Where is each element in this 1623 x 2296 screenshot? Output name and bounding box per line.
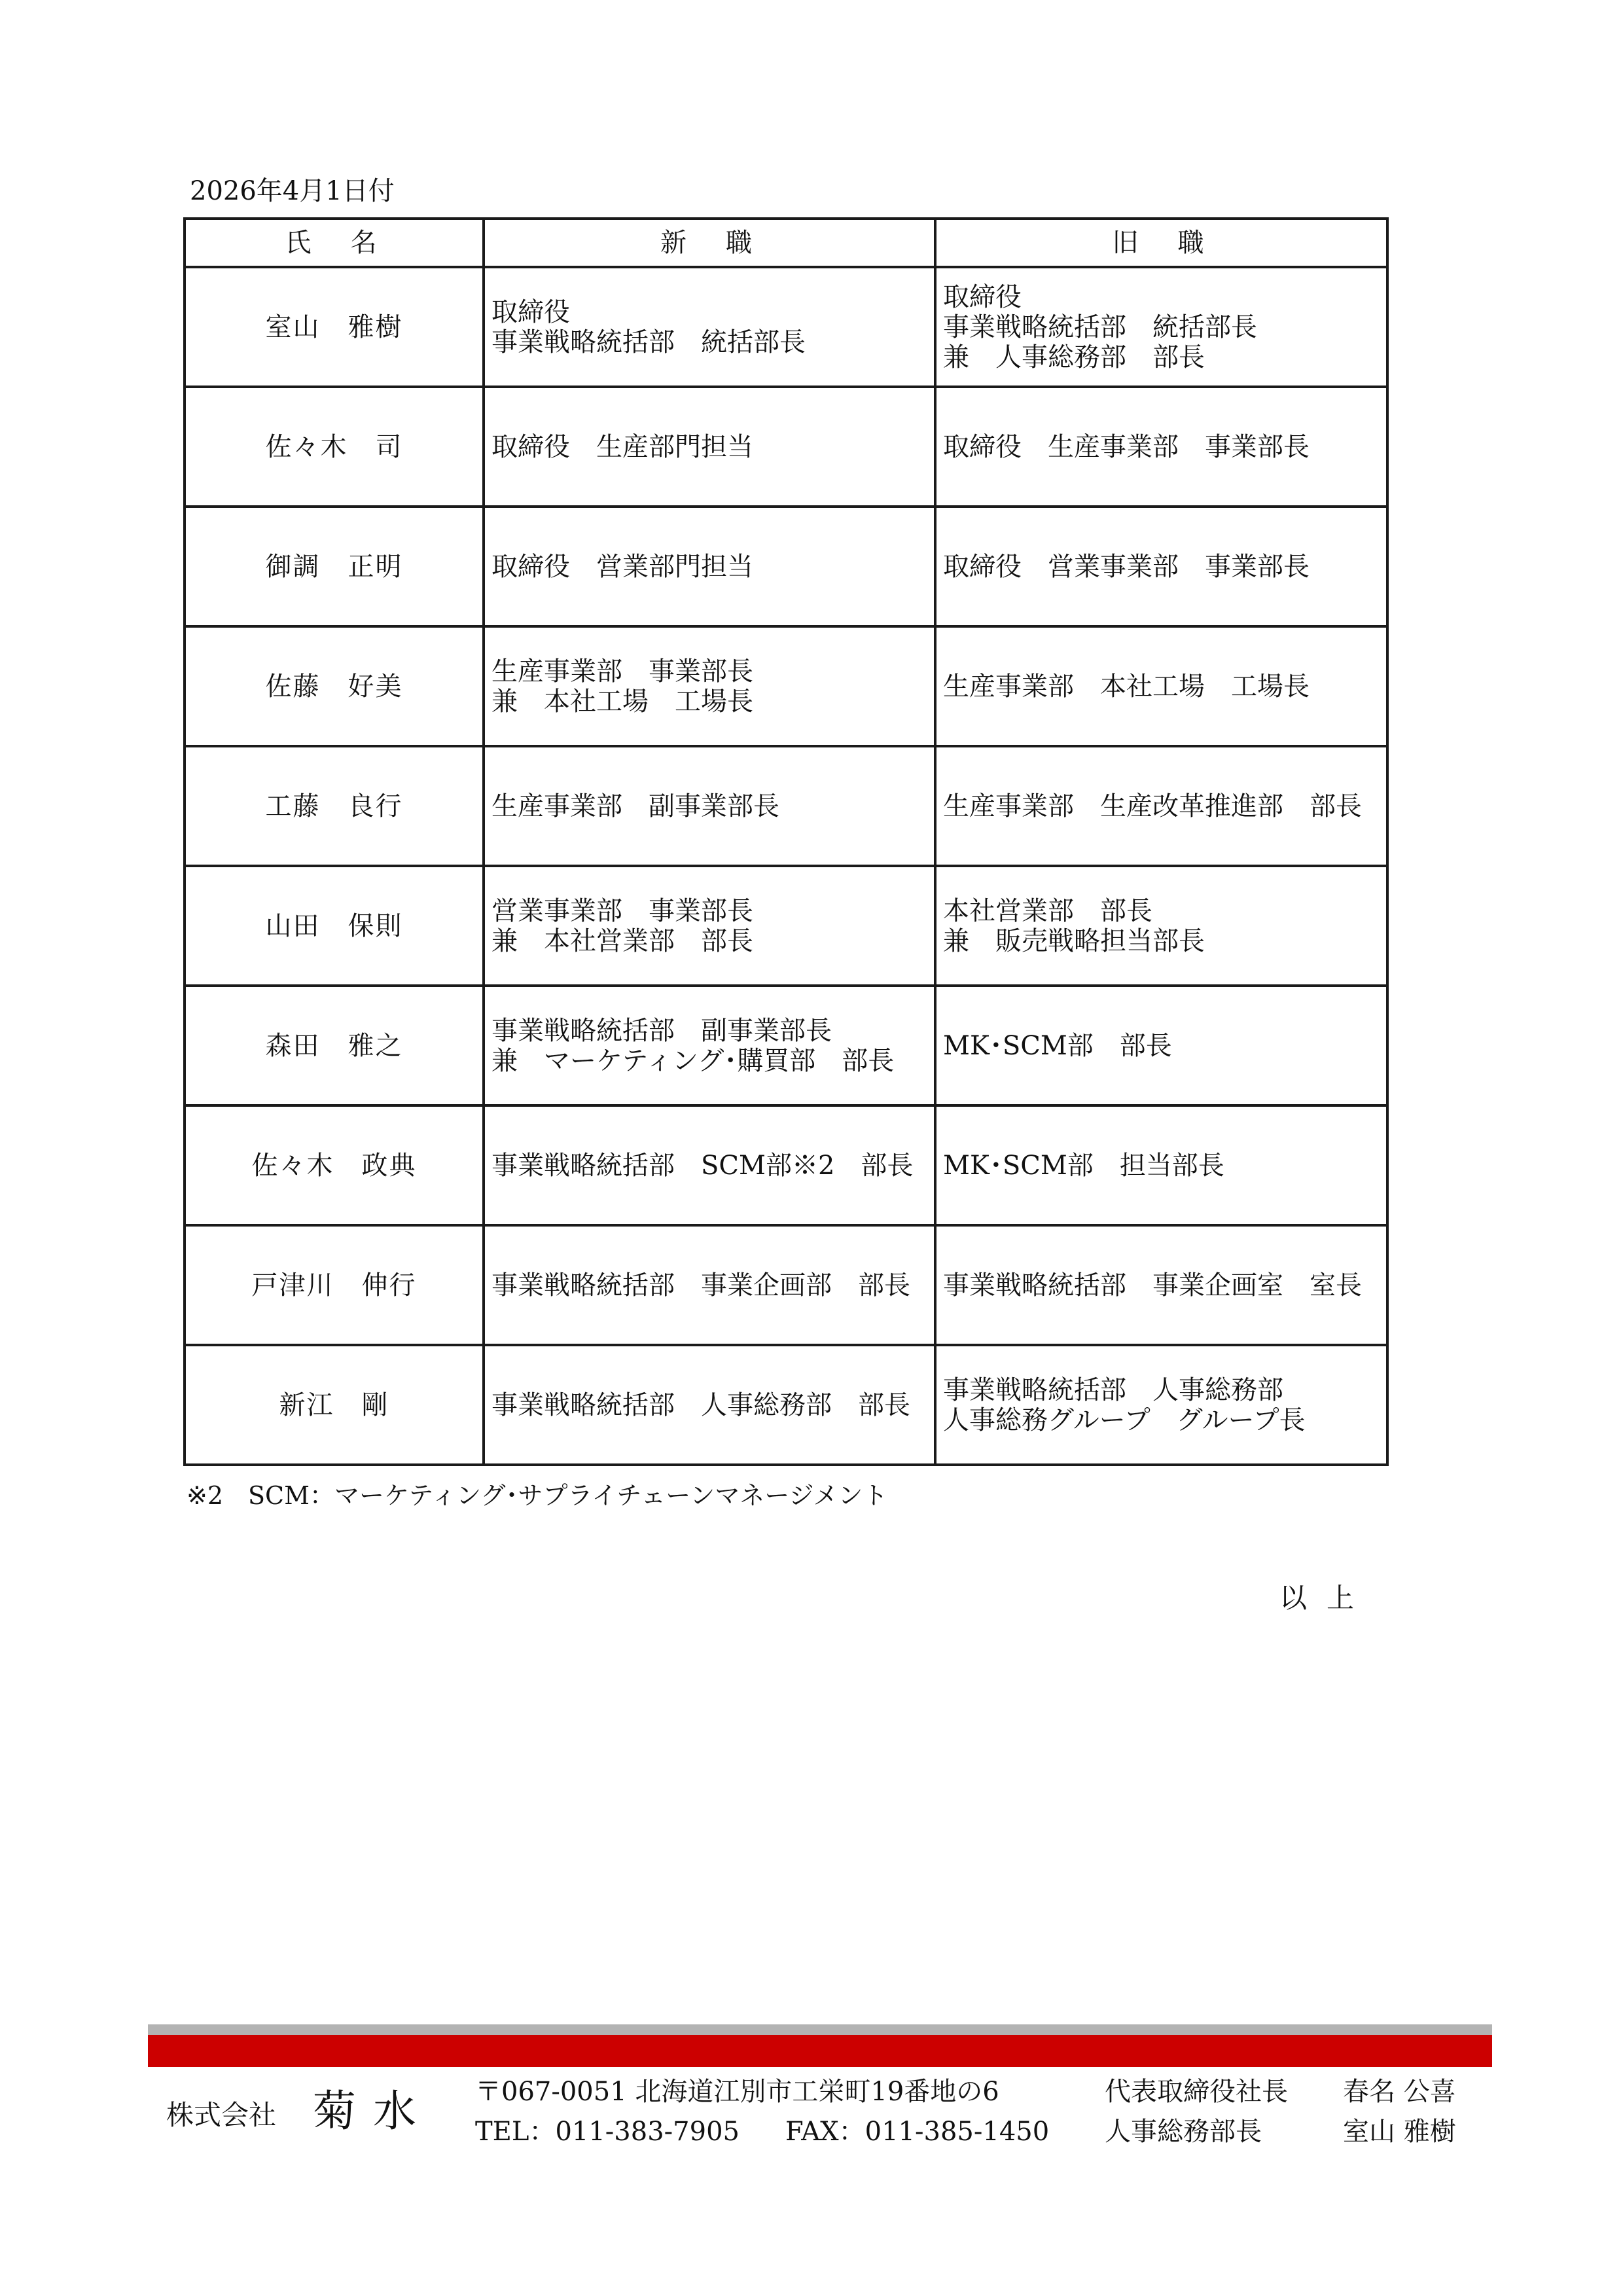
new-position-cell — [484, 387, 935, 507]
personnel-changes-table — [183, 217, 1389, 1466]
new-position-cell — [484, 1225, 935, 1345]
new-position-cell — [484, 746, 935, 866]
footer-red-bar — [148, 2035, 1492, 2067]
header-new-position: 新 職 — [484, 219, 935, 267]
old-position-cell — [935, 267, 1387, 387]
old-position-line: 事業戦略統括部 人事総務部 — [943, 1374, 1283, 1405]
closing-mark: 以上 — [1279, 1582, 1374, 1614]
table-row — [185, 986, 1387, 1105]
new-position-line: 生産事業部 副事業部長 — [491, 791, 779, 821]
old-position-line: 兼 人事総務部 部長 — [943, 342, 1205, 372]
old-position-cell — [935, 1345, 1387, 1465]
person-name: 佐々木 政典 — [185, 1105, 484, 1225]
person-name: 佐藤 好美 — [185, 626, 484, 746]
new-position-line: 営業事業部 事業部長 — [491, 895, 753, 926]
signatory-name-hr-manager: 室山 雅樹 — [1343, 2117, 1456, 2147]
table-row — [185, 1225, 1387, 1345]
old-position-cell — [935, 387, 1387, 507]
new-position-line: 取締役 生産部門担当 — [491, 431, 753, 462]
old-position-cell — [935, 1105, 1387, 1225]
old-position-cell — [935, 986, 1387, 1105]
old-position-line: 取締役 — [943, 281, 1022, 312]
person-name: 工藤 良行 — [185, 746, 484, 866]
footer-gray-bar — [148, 2024, 1492, 2035]
new-position-cell — [484, 866, 935, 986]
old-position-cell — [935, 746, 1387, 866]
new-position-cell — [484, 1345, 935, 1465]
new-position-line: 事業戦略統括部 副事業部長 — [491, 1015, 832, 1046]
old-position-line: 本社営業部 部長 — [943, 895, 1152, 926]
new-position-line: 事業戦略統括部 統括部長 — [491, 327, 806, 357]
new-position-cell — [484, 626, 935, 746]
old-position-cell — [935, 866, 1387, 986]
table-row — [185, 387, 1387, 507]
new-position-line: 事業戦略統括部 事業企画部 部長 — [491, 1270, 910, 1300]
new-position-cell — [484, 1105, 935, 1225]
old-position-line: 事業戦略統括部 統括部長 — [943, 312, 1257, 342]
new-position-line: 取締役 営業部門担当 — [491, 551, 753, 582]
new-position-cell — [484, 267, 935, 387]
new-position-line: 生産事業部 事業部長 — [491, 656, 753, 687]
table-row — [185, 746, 1387, 866]
table-row — [185, 1345, 1387, 1465]
old-position-line: 人事総務グループ グループ長 — [943, 1405, 1306, 1435]
old-position-line: 取締役 生産事業部 事業部長 — [943, 431, 1310, 462]
old-position-line: 事業戦略統括部 事業企画室 室長 — [943, 1270, 1362, 1300]
old-position-line: MK･SCM部 担当部長 — [943, 1150, 1224, 1181]
old-position-line: 兼 販売戦略担当部長 — [943, 925, 1205, 956]
announcement-date: 2026年4月1日付 — [190, 176, 395, 206]
new-position-line: 兼 マーケティング･購買部 部長 — [491, 1045, 895, 1076]
new-position-line: 事業戦略統括部 SCM部※2 部長 — [491, 1150, 914, 1181]
signatory-title-hr-manager: 人事総務部長 — [1105, 2117, 1262, 2147]
new-position-cell — [484, 986, 935, 1105]
new-position-line: 兼 本社工場 工場長 — [491, 686, 753, 717]
table-row — [185, 866, 1387, 986]
person-name: 佐々木 司 — [185, 387, 484, 507]
company-address: 〒067-0051 北海道江別市工栄町19番地の6 — [475, 2077, 999, 2107]
old-position-line: 生産事業部 本社工場 工場長 — [943, 671, 1310, 702]
old-position-cell — [935, 626, 1387, 746]
signatory-name-president: 春名 公喜 — [1343, 2077, 1456, 2107]
table-row — [185, 626, 1387, 746]
person-name: 室山 雅樹 — [185, 267, 484, 387]
table-row — [185, 267, 1387, 387]
new-position-line: 取締役 — [491, 296, 570, 327]
company-tel: TEL：011-383-7905 — [475, 2117, 740, 2147]
company-prefix: 株式会社 — [166, 2099, 277, 2131]
table-row — [185, 507, 1387, 626]
person-name: 森田 雅之 — [185, 986, 484, 1105]
new-position-cell — [484, 507, 935, 626]
old-position-cell — [935, 1225, 1387, 1345]
person-name: 新江 剛 — [185, 1345, 484, 1465]
old-position-line: MK･SCM部 部長 — [943, 1030, 1172, 1061]
old-position-line: 生産事業部 生産改革推進部 部長 — [943, 791, 1362, 821]
new-position-line: 兼 本社営業部 部長 — [491, 925, 753, 956]
person-name: 戸津川 伸行 — [185, 1225, 484, 1345]
header-old-position: 旧 職 — [935, 219, 1387, 267]
signatory-title-president: 代表取締役社長 — [1105, 2077, 1288, 2107]
old-position-line: 取締役 営業事業部 事業部長 — [943, 551, 1310, 582]
scm-footnote: ※2 SCM：マーケティング･サプライチェーンマネージメント — [187, 1481, 888, 1510]
person-name: 御調 正明 — [185, 507, 484, 626]
header-name: 氏 名 — [185, 219, 484, 267]
person-name: 山田 保則 — [185, 866, 484, 986]
company-fax: FAX：011-385-1450 — [785, 2117, 1050, 2147]
new-position-line: 事業戦略統括部 人事総務部 部長 — [491, 1390, 910, 1420]
table-row — [185, 1105, 1387, 1225]
old-position-cell — [935, 507, 1387, 626]
table-header-row — [185, 219, 1387, 267]
company-name: 菊水 — [313, 2086, 433, 2136]
